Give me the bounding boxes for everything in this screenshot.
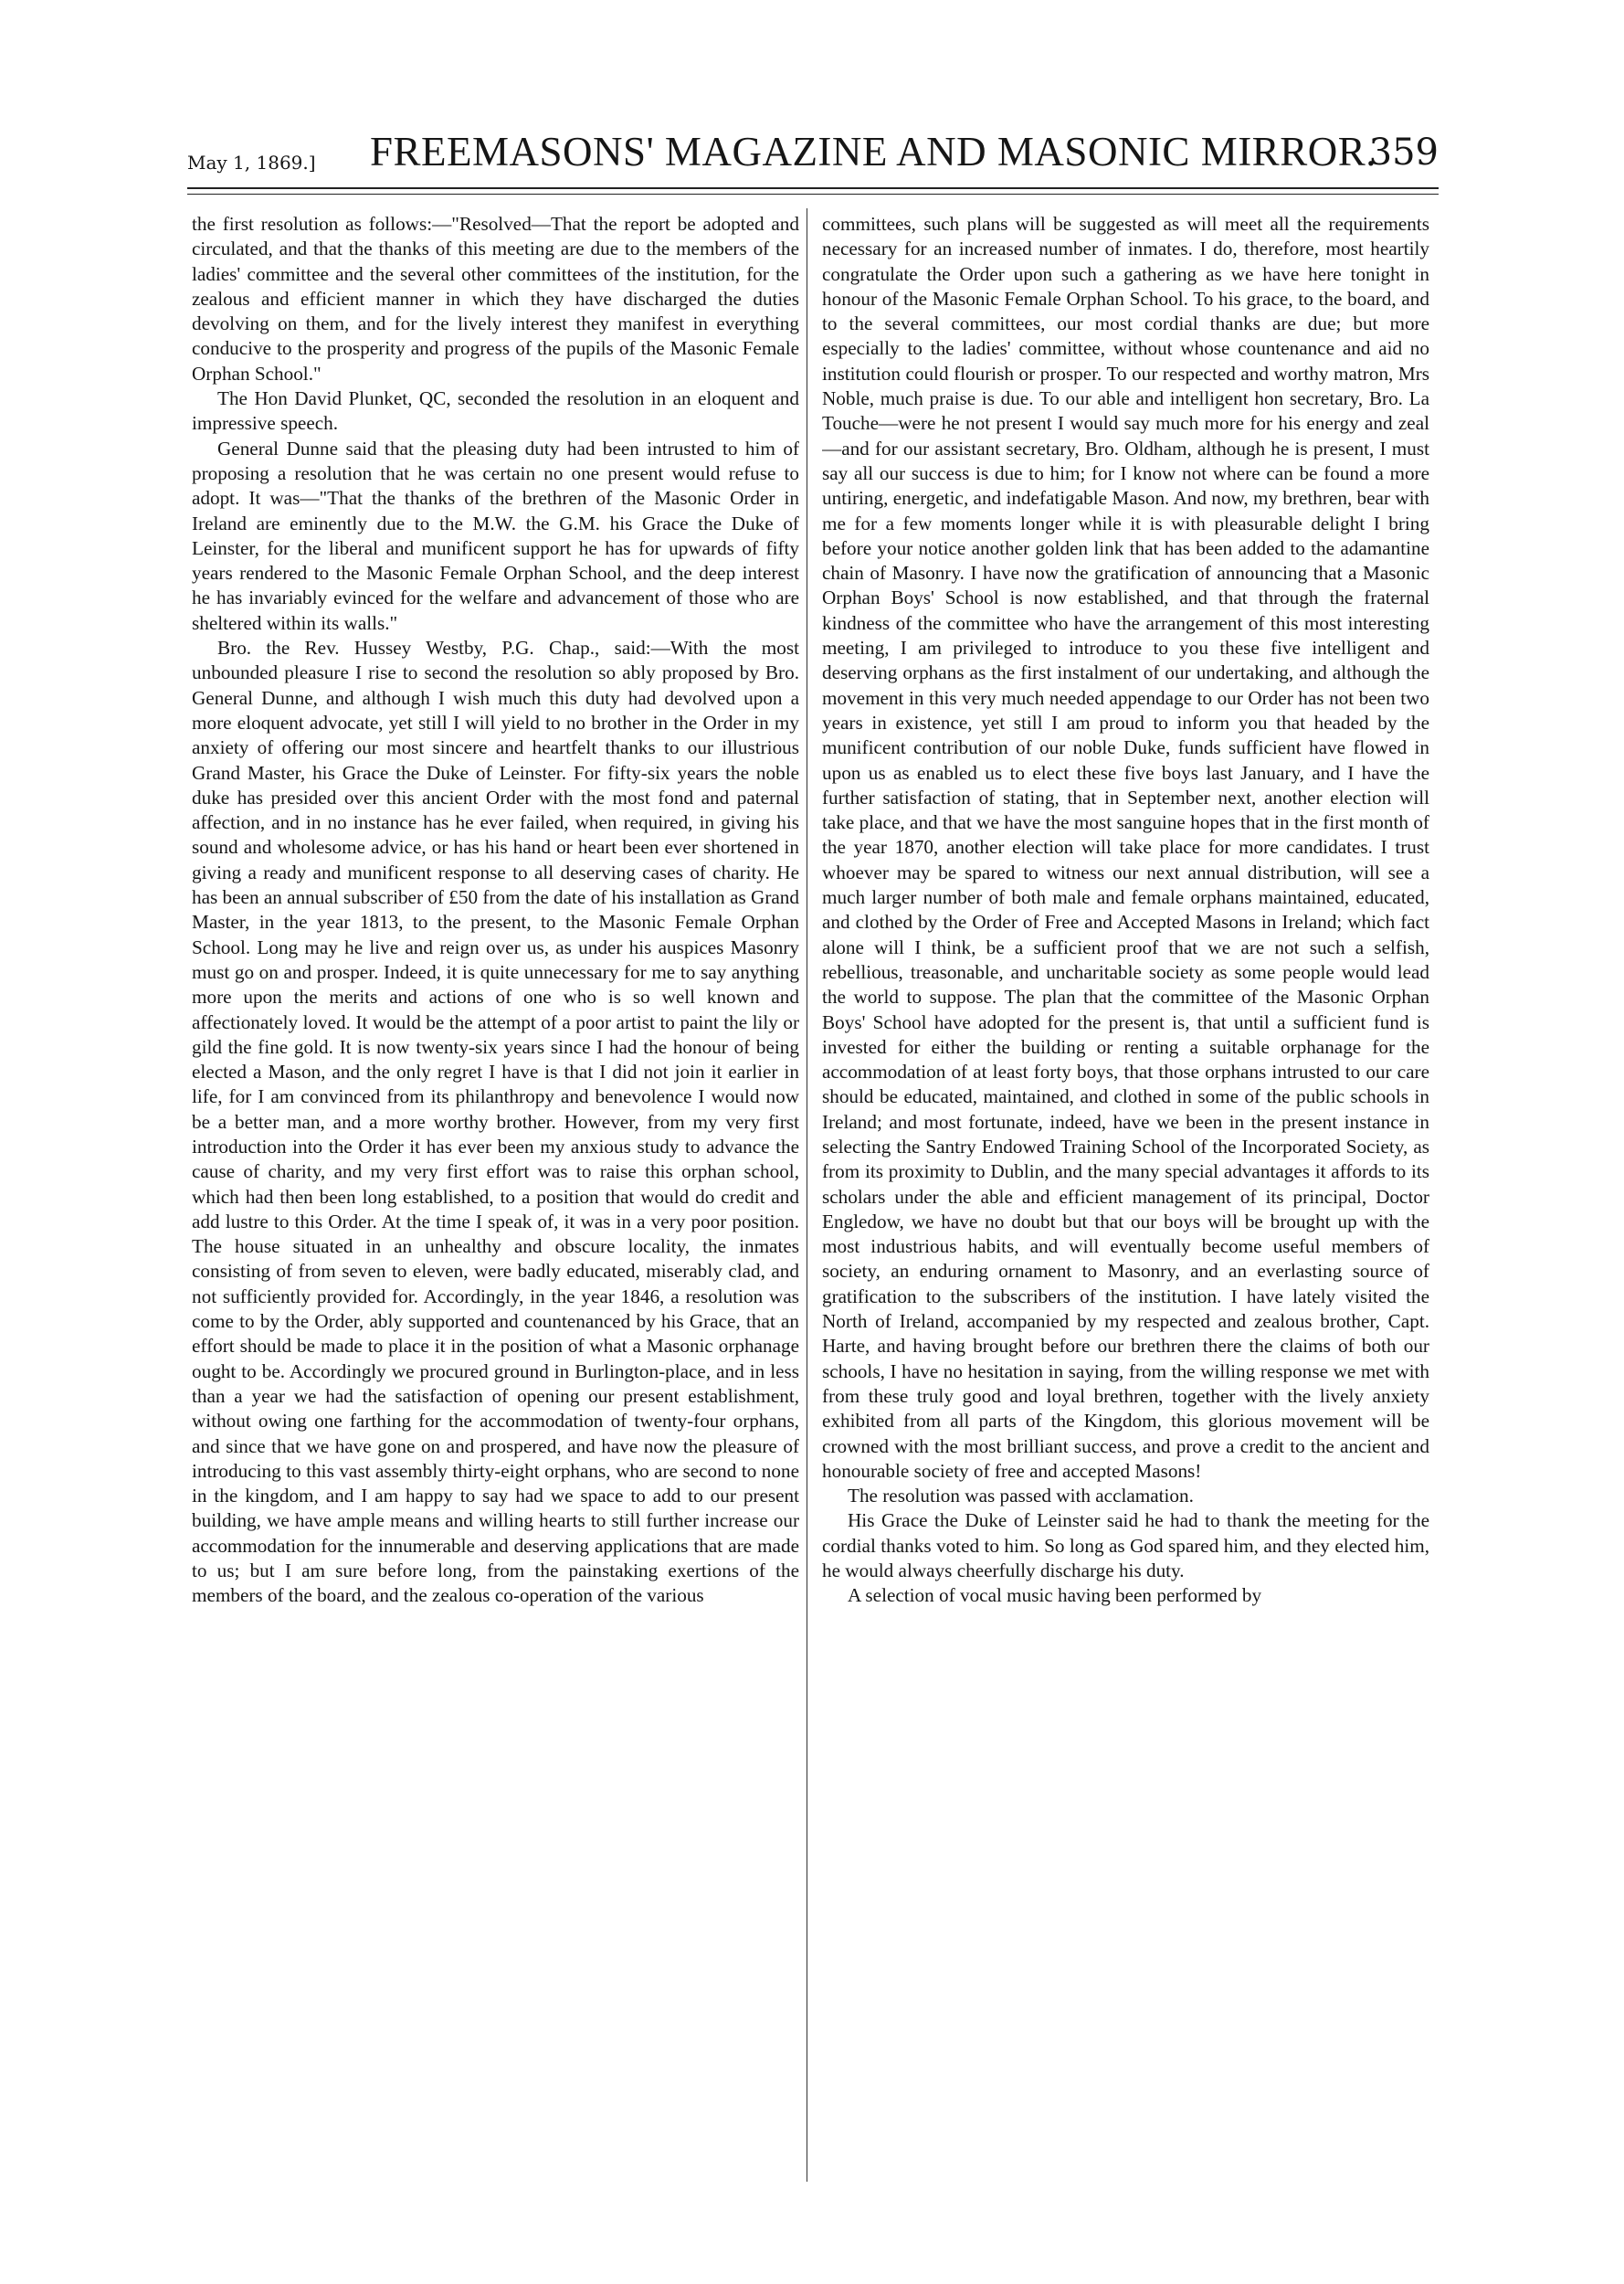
left-column (192, 212, 799, 2204)
right-column (822, 212, 1429, 2204)
masthead (187, 128, 1439, 183)
paragraph: The Hon David Plunket, QC, seconded the resolution in an eloquent and impressive speech. (192, 387, 799, 435)
page-number: 359 (1368, 132, 1439, 174)
header-rule-thin (187, 194, 1439, 195)
paragraph: The resolution was passed with acclamation. (848, 1485, 1194, 1507)
paragraph: committees, such plans will be suggested as will meet all the requirements necessary for an increased number of inmates. I do, therefore, most heartily congratulate the Order upon such a gathering as we have here tonight in honour of the Masonic Female Orphan School. To his grace, to the board, and to the several committees, our most cordial thanks are due; but more especially to the ladies' committee, without whose countenance and aid no institution could flourish or prosper. To our respected and worthy matron, Mrs Noble, much praise is due. To our able and intelligent hon secretary, Bro. La Touche—were he not present I would say much more for his energy and zeal—and for our assistant secretary, Bro. Oldham, although he is present, I must say all our success is due to him; for I know not where can be found a more untiring, energetic, and indefatigable Mason. And now, my brethren, bear with me for a few moments longer while it is with pleasurable delight I bring before your notice another golden link that has been added to the adamantine chain of Masonry. I have now the gratification of announcing that a Masonic Orphan Boys' School is now established, and that through the fraternal kindness of the committee who have the arrangement of this most interesting meeting, I am privileged to introduce to you these five intelligent and deserving orphans as the first instalment of our undertaking, and although the movement in this very much needed appendage to our Order has not been two years in existence, yet still I am proud to inform you that headed by the munificent contribution of our noble Duke, funds sufficient have flowed in upon us as enabled us to elect these five boys last January, and I have the further satisfaction of stating, that in September next, another election will take place, and that we have the most sanguine hopes that in the first month of the year 1870, another election will take place for more candidates. I trust whoever may be spared to witness our next annual distribution, will see a much larger number of both male and female orphans maintained, educated, and clothed by the Order of Free and Accepted Masons in Ireland; which fact alone will I think, be a sufficient proof that we are not such a selfish, rebellious, treasonable, and uncharitable society as some people would lead the world to suppose. The plan that the committee of the Masonic Orphan Boys' School have adopted for the present is, that until a sufficient fund is invested for either the building or renting a suitable orphanage for the accommodation of at least forty boys, that those orphans intrusted to our care should be educated, maintained, and clothed in some of the public schools in Ireland; and most fortunate, indeed, have we been in the present instance in selecting the Santry Endowed Training School of the Incorporated Society, as from its proximity to Dublin, and the many special advantages it affords to its scholars under the able and efficient management of its principal, Doctor Engledow, we have no doubt but that our boys will be brought up with the most industrious habits, and will eventually become useful members of society, an enduring ornament to Masonry, and an everlasting source of gratification to the subscribers of the institution. I have lately visited the North of Ireland, accompanied by my respected and zealous brother, Capt. Harte, and having brought before our brethren there the claims of both our schools, I have no hesitation in saying, from the willing response we met with from these truly good and loyal brethren, together with the lively anxiety exhibited from all parts of the Kingdom, this glorious movement will be crowned with the most brilliant success, and prove a credit to the ancient and honourable society of free and accepted Masons! (822, 213, 1429, 1482)
header-rule-thick (187, 187, 1439, 189)
paragraph: His Grace the Duke of Leinster said he had to thank the meeting for the cordial thanks voted to him. So long as God spared him, and they elected him, he would always cheerfully discharge his duty. (822, 1509, 1429, 1582)
issue-date: May 1, 1869.] (187, 152, 316, 174)
paragraph: Bro. the Rev. Hussey Westby, P.G. Chap., said:—With the most unbounded pleasure I rise to second the resolution so ably proposed by Bro. General Dunne, and although I wish much this duty had devolved upon a more eloquent advocate, yet still I will yield to no brother in the Order in my anxiety of offering our most sincere and heartfelt thanks to our illustrious Grand Master, his Grace the Duke of Leinster. For fifty-six years the noble duke has presided over this ancient Order with the most fond and paternal affection, and in no instance has he ever failed, when required, in giving his sound and wholesome advice, or has his hand or heart been ever shortened in giving a ready and munificent response to all deserving cases of charity. He has been an annual subscriber of £50 from the date of his installation as Grand Master, in the year 1813, to the present, to the Masonic Female Orphan School. Long may he live and reign over us, as under his auspices Masonry must go on and prosper. Indeed, it is quite unnecessary for me to say anything more upon the merits and actions of one who is so well known and affectionately loved. It would be the attempt of a poor artist to paint the lily or gild the fine gold. It is now twenty-six years since I had the honour of being elected a Mason, and the only regret I have is that I did not join it earlier in life, for I am convinced from its philanthropy and benevolence I would now be a better man, and a more worthy brother. However, from my very first introduction into the Order it has ever been my anxious study to advance the cause of charity, and my very first effort was to raise this orphan school, which had then been long established, to a position that would do credit and add lustre to this Order. At the time I speak of, it was in a very poor position. The house situated in an unhealthy and obscure locality, the inmates consisting of from seven to eleven, were badly educated, miserably clad, and not sufficiently provided for. Accordingly, in the year 1846, a resolution was come to by the Order, ably supported and countenanced by his Grace, that an effort should be made to place it in the position of what a Masonic orphanage ought to be. Accordingly we procured ground in Burlington-place, and in less than a year we had the satisfaction of opening our present establishment, without owing one farthing for the accommodation of twenty-four orphans, and since that we have gone on and prospered, and have now the pleasure of introducing to this vast assembly thirty-eight orphans, who are second to none in the kingdom, and I am happy to say had we space to add to our present building, we have ample means and willing hearts to still further increase our accommodation for the innumerable and deserving applications that are made to us; but I am sure before long, from the painstaking exertions of the members of the board, and the zealous co-operation of the various (192, 637, 799, 1607)
paragraph: the first resolution as follows:—"Resolved—That the report be adopted and circulated, and that the thanks of this meeting are due to the members of the ladies' committee and the several other committees of the institution, for the zealous and efficient manner in which they have discharged the duties devolving on them, and for the lively interest they manifest in everything conducive to the prosperity and progress of the pupils of the Masonic Female Orphan School." (192, 213, 799, 385)
paragraph: General Dunne said that the pleasing duty had been intrusted to him of proposing a resolution that he was certain no one present would refuse to adopt. It was—"That the thanks of the brethren of the Masonic Order in Ireland are eminently due to the M.W. the G.M. his Grace the Duke of Leinster, for the liberal and munificent support he has for upwards of fifty years rendered to the Masonic Female Orphan School, and the deep interest he has invariably evinced for the welfare and advancement of those who are sheltered within its walls." (192, 437, 799, 634)
paragraph: A selection of vocal music having been performed by (848, 1584, 1262, 1607)
publication-title: FREEMASONS' MAGAZINE AND MASONIC MIRROR. (370, 129, 1376, 174)
